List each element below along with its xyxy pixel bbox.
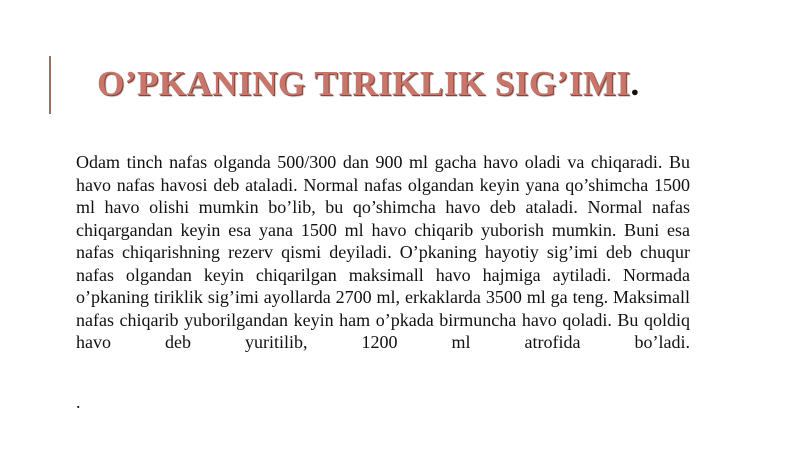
title-accent-bar [49,56,51,114]
slide-title: O’PKANING TIRIKLIK SIG’IMI [97,64,631,103]
title-block [97,64,639,104]
trailing-period: . [76,392,81,412]
body-paragraph: Odam tinch nafas olganda 500/300 dan 900 ml gacha havo oladi va chiqaradi. Bu havo nafas havosi deb ataladi. Normal nafas olgandan keyin yana qo’shimcha 1500 ml havo olishi mumkin bo’lib, bu qo’shimcha havo deb ataladi. Normal nafas chiqargandan keyin esa yana 1500 ml havo chiqarib yuborish mumkin. Buni esa nafas chiqarishning rezerv qismi deyiladi. O’pkaning hayotiy sig’imi deb chuqur nafas olgandan keyin chiqarilgan maksimall havo hajmiga aytiladi. Normada o’pkaning tiriklik sig’imi ayollarda 2700 ml, erkaklarda 3500 ml ga teng. Maksimall nafas chiqarib yuborilgandan keyin ham o’pkada birmuncha havo qoladi. Bu qoldiq havo deb yuritilib, 1200 ml atrofida bo’ladi. [76,152,690,352]
slide-title-period: . [630,64,640,103]
